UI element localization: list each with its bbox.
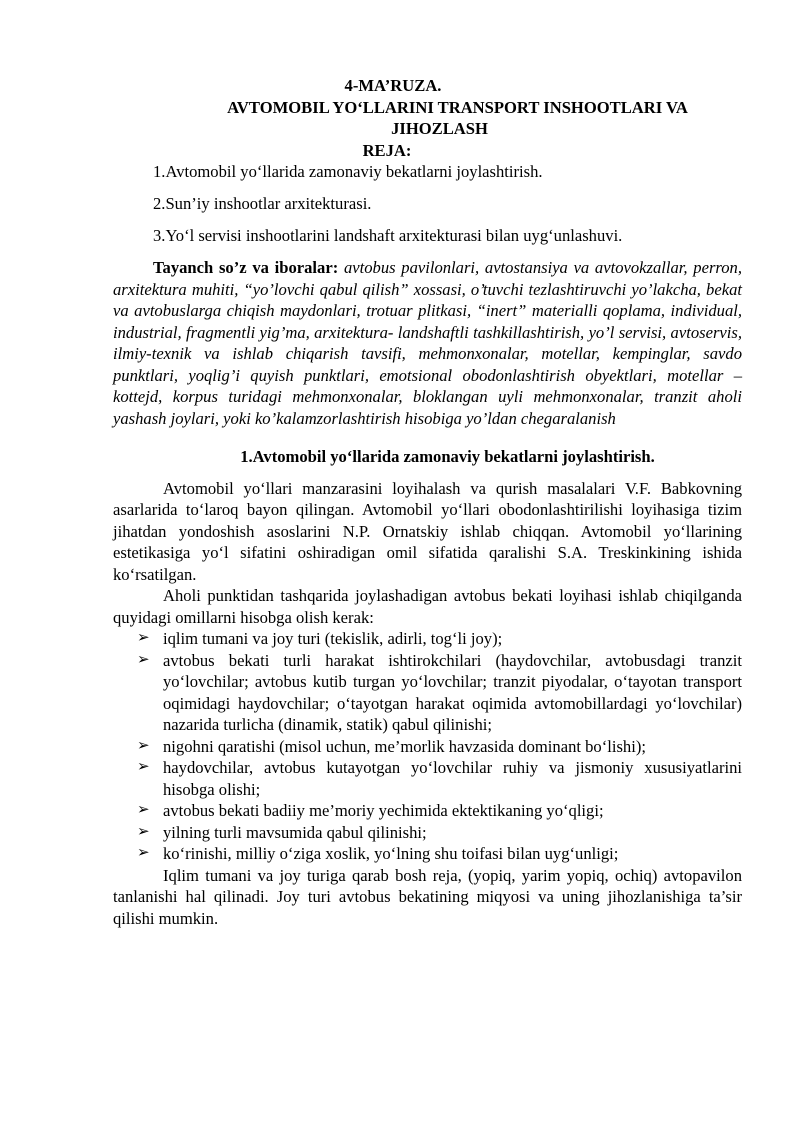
arrow-bullet-icon: ➢ (137, 823, 150, 840)
list-item: ➢ iqlim tumani va joy turi (tekislik, adirli, tog‘li joy); (137, 629, 503, 649)
list-item: ➢ yilning turli mavsumida qabul qilinishi; (137, 822, 427, 842)
list-item: ➢ ko‘rinishi, milliy o‘ziga xoslik, yo‘lning shu toifasi bilan uyg‘unligi; (137, 844, 619, 864)
paragraph-2: Aholi punktidan tashqarida joylashadigan avtobus bekati loyihasi ishlab chiqilganda quyidagi omillarni hisobga olish kerak: (113, 586, 742, 627)
document-title (113, 97, 742, 140)
plan-item-3: 3.Yo‘l servisi inshootlarini landshaft arxitekturasi bilan uyg‘unlashuvi. (153, 226, 623, 245)
arrow-bullet-icon: ➢ (137, 845, 150, 862)
section-1-heading: 1.Avtomobil yo‘llarida zamonaviy bekatlarni joylashtirish. (240, 446, 655, 466)
list-item: ➢ haydovchilar, avtobus kutayotgan yo‘lovchilar ruhiy va jismoniy xususiyatlarini hisobga olishi; (137, 758, 742, 799)
plan-item-1: 1.Avtomobil yo‘llarida zamonaviy bekatlarni joylashtirish. (153, 162, 543, 181)
arrow-bullet-icon: ➢ (137, 630, 150, 647)
arrow-bullet-icon: ➢ (137, 759, 150, 776)
plan-heading: REJA: (362, 140, 412, 160)
keywords-label: Tayanch so’z va iboralar: (153, 258, 339, 277)
keywords-text: avtobus pavilonlari, avtostansiya va avtovokzallar, perron, arxitektura muhiti, “yo’lovchi qabul qilish” xossasi, o’tuvchi tezlashtiruvchi yo’lakcha, bekat va avtobuslarga chiqish maydonlari, trotuar plitkasi, “inert” materialli qoplama, individual, industrial, fragmentli yig’ma, arxitektura- landshaftli tashkillashtirish, yo’l servisi, avtoservis, ilmiy-texnik va ishlab chiqarish tavsifi, mehmonxonalar, motellar, kempinglar, savdo punktlari, yoqlig’i quyish punktlari, emotsional obodonlashtirish obyektlari, motellar – kottejd, korpus turidagi mehmonxonalar, bloklangan uyli mehmonxonalar, tranzit aholi yashash joylari, yoki ko’kalamzorlashtirish hisobiga yo’ldan chegaralanish (113, 258, 742, 428)
title-line-1: AVTOMOBIL YO‘LLARINI TRANSPORT INSHOOTLARI VA (227, 97, 688, 117)
paragraph-1: Avtomobil yo‘llari manzarasini loyihalash va qurish masalalari V.F. Babkovning asarlarida to‘laroq bayon qilingan. Avtomobil yo‘llari obodonlashtirilishi loyihasiga tizim jihatdan yondoshish asoslarini N.P. Ornatskiy ishlab chiqqan. Avtomobil yo‘llarining estetikasiga yo‘l sifatini oshiradigan omil sifatida qaralishi S.A. Treskinkining ishida ko‘rsatilgan. (113, 478, 742, 584)
list-item: ➢ avtobus bekati turli harakat ishtirokchilari (haydovchilar, avtobusdagi tranzit yo‘lovchilar; avtobus kutib turgan yo‘lovchilar; tranzit piyodalar, o‘tayotan transport oqimidagi haydovchilar; o‘tayotgan harakat oqimida avtomobillardagi yo‘lovchilar) nazarida turlicha (dinamik, statik) qabul qilinishi; (137, 650, 742, 735)
factors-list (113, 628, 742, 865)
plan-item-2: 2.Sun’iy inshootlar arxitekturasi. (153, 194, 372, 213)
title-line-2: JIHOZLASH (391, 119, 488, 138)
document-page (113, 71, 742, 929)
arrow-bullet-icon: ➢ (137, 802, 150, 819)
paragraph-3: Iqlim tumani va joy turiga qarab bosh reja, (yopiq, yarim yopiq, ochiq) avtopavilon tanlanishi hal qilinadi. Joy turi avtobus bekatining miqyosi va uning jihozlanishiga ta’sir qilishi mumkin. (113, 865, 742, 928)
arrow-bullet-icon: ➢ (137, 651, 150, 668)
list-item: ➢ avtobus bekati badiiy me’moriy yechimida ektektikaning yo‘qligi; (137, 801, 604, 821)
arrow-bullet-icon: ➢ (137, 737, 150, 754)
keywords-paragraph (113, 257, 742, 429)
list-item: ➢ nigohni qaratishi (misol uchun, me’morlik havzasida dominant bo‘lishi); (137, 736, 646, 756)
plan-list (113, 161, 742, 247)
lecture-number: 4-MA’RUZA. (344, 76, 442, 95)
